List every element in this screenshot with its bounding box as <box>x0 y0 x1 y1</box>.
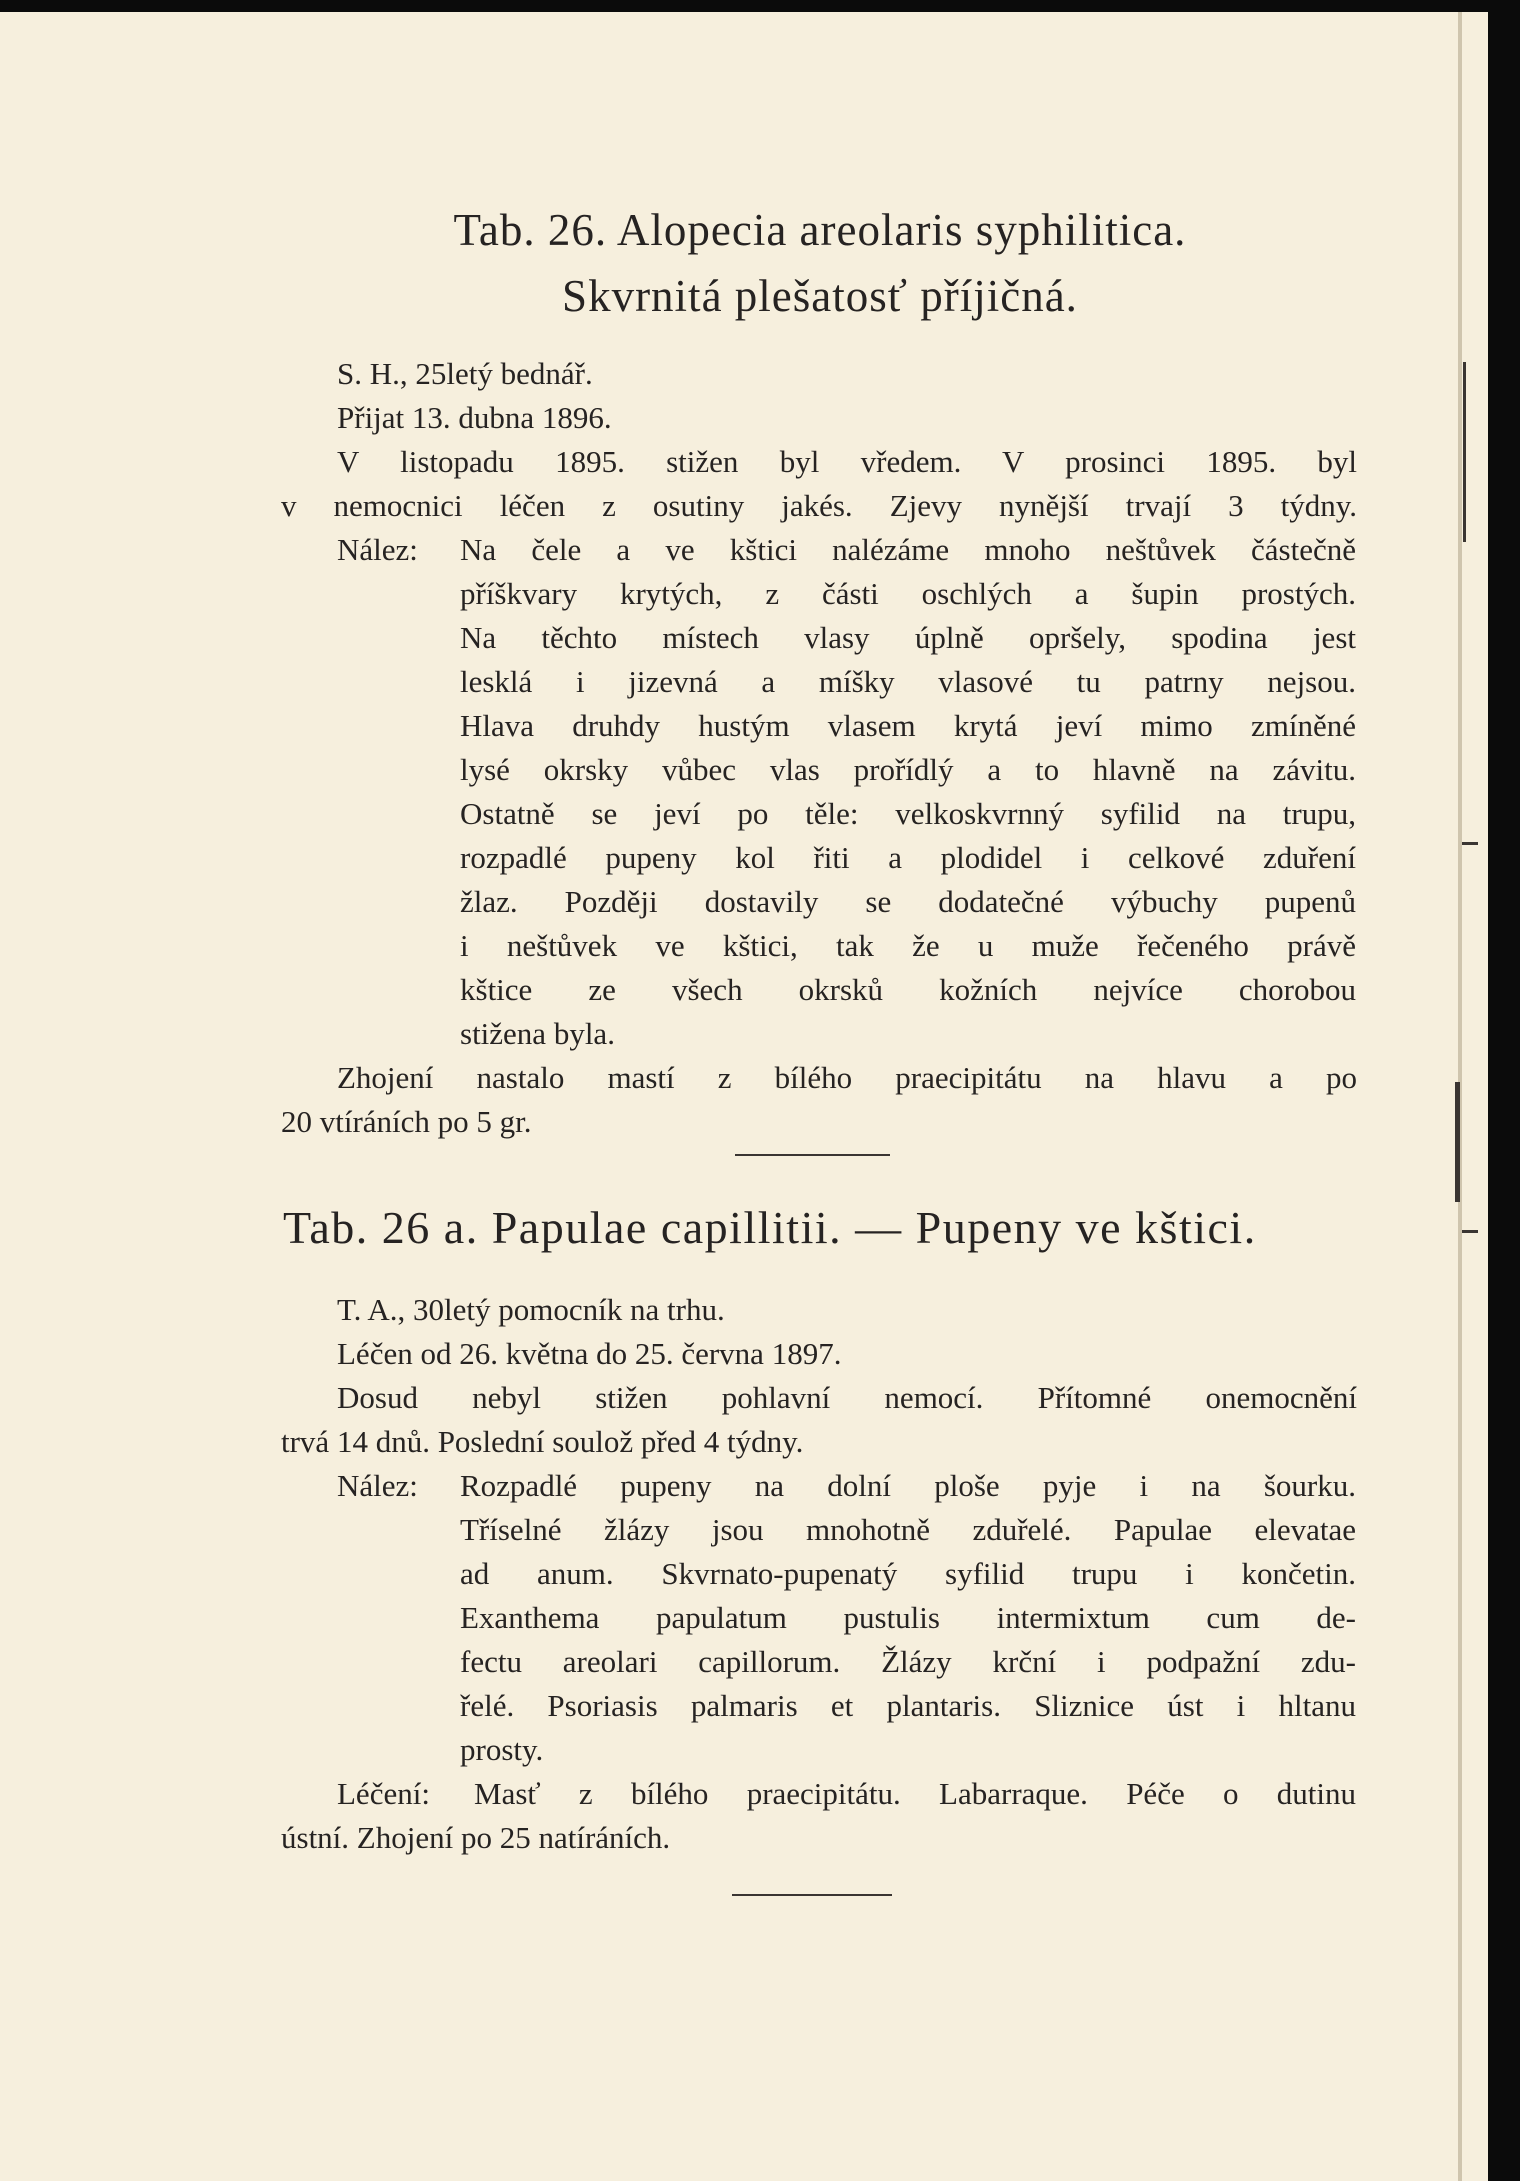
section2-title: Tab. 26 a. Papulae capillitii. — Pupeny ve kštici. <box>283 1202 1257 1253</box>
spine-mark <box>1455 1082 1460 1202</box>
section2-finding-line: prosty. <box>460 1732 544 1767</box>
section1-title-line1: Tab. 26. Alopecia areolaris syphilitica. <box>453 205 1187 255</box>
section1-finding-line: žlaz. Později dostavily se dodatečné výbuchy pupenů <box>460 884 1356 919</box>
section1-history-line1: V listopadu 1895. stižen byl vředem. V prosinci 1895. byl <box>337 444 1357 479</box>
section2-treatment-label: Léčení: <box>337 1776 430 1811</box>
section1-admitted: Přijat 13. dubna 1896. <box>337 400 612 435</box>
section-divider <box>732 1894 892 1896</box>
section2-history-line2: trvá 14 dnů. Poslední soulož před 4 týdny. <box>281 1424 804 1459</box>
section2-treatment-line1: Masť z bílého praecipitátu. Labarraque. Péče o dutinu <box>474 1776 1356 1811</box>
section1-title-line2: Skvrnitá plešatosť příjičná. <box>562 271 1078 321</box>
section1-finding-label: Nález: <box>337 532 418 567</box>
section2-finding-line: Exanthema papulatum pustulis intermixtum cum de- <box>460 1600 1356 1635</box>
book-page <box>0 12 1488 2181</box>
section2-finding-line: Tříselné žlázy jsou mnohotně zduřelé. Papulae elevatae <box>460 1512 1356 1547</box>
section2-finding-line: Rozpadlé pupeny na dolní ploše pyje i na šourku. <box>460 1468 1356 1503</box>
section2-finding-line: fectu areolari capillorum. Žlázy krční i podpažní zdu- <box>460 1644 1356 1679</box>
section1-finding-line: kštice ze všech okrsků kožních nejvíce chorobou <box>460 972 1356 1007</box>
section2-treatment-line2: ústní. Zhojení po 25 natíráních. <box>281 1820 671 1855</box>
section1-finding-line: Ostatně se jeví po těle: velkoskvrnný syfilid na trupu, <box>460 796 1356 831</box>
section1-finding-line: stižena byla. <box>460 1016 615 1051</box>
section2-patient: T. A., 30letý pomocník na trhu. <box>337 1292 725 1327</box>
section2-finding-line: ad anum. Skvrnato-pupenatý syfilid trupu i končetin. <box>460 1556 1356 1591</box>
spine-mark <box>1463 362 1466 542</box>
spine-mark <box>1462 1230 1478 1233</box>
section1-cure-line2: 20 vtíráních po 5 gr. <box>281 1104 532 1139</box>
spine-mark <box>1462 842 1478 845</box>
section1-cure-line1: Zhojení nastalo mastí z bílého praecipitátu na hlavu a po <box>337 1060 1357 1095</box>
section1-finding-line: lesklá i jizevná a míšky vlasové tu patrny nejsou. <box>460 664 1356 699</box>
section2-finding-label: Nález: <box>337 1468 418 1503</box>
section1-finding-line: Hlava druhdy hustým vlasem krytá jeví mimo zmíněné <box>460 708 1356 743</box>
section2-finding-line: řelé. Psoriasis palmaris et plantaris. Sliznice úst i hltanu <box>460 1688 1356 1723</box>
section1-finding-line: Na těchto místech vlasy úplně opršely, spodina jest <box>460 620 1356 655</box>
section2-treated: Léčen od 26. května do 25. června 1897. <box>337 1336 842 1371</box>
section1-finding-line: příškvary krytých, z části oschlých a šupin prostých. <box>460 576 1356 611</box>
section-divider <box>735 1154 890 1156</box>
section1-finding-line: Na čele a ve kštici nalézáme mnoho neštůvek částečně <box>460 532 1356 567</box>
section1-finding-line: i neštůvek ve kštici, tak že u muže řečeného právě <box>460 928 1356 963</box>
section2-history-line1: Dosud nebyl stižen pohlavní nemocí. Přítomné onemocnění <box>337 1380 1357 1415</box>
section1-finding-line: rozpadlé pupeny kol řiti a plodidel i celkové zduření <box>460 840 1356 875</box>
section1-history-line2: v nemocnici léčen z osutiny jakés. Zjevy nynější trvají 3 týdny. <box>281 488 1357 523</box>
section1-title <box>380 197 1260 329</box>
section1-patient: S. H., 25letý bednář. <box>337 356 593 391</box>
section1-finding-line: lysé okrsky vůbec vlas prořídlý a to hlavně na závitu. <box>460 752 1356 787</box>
